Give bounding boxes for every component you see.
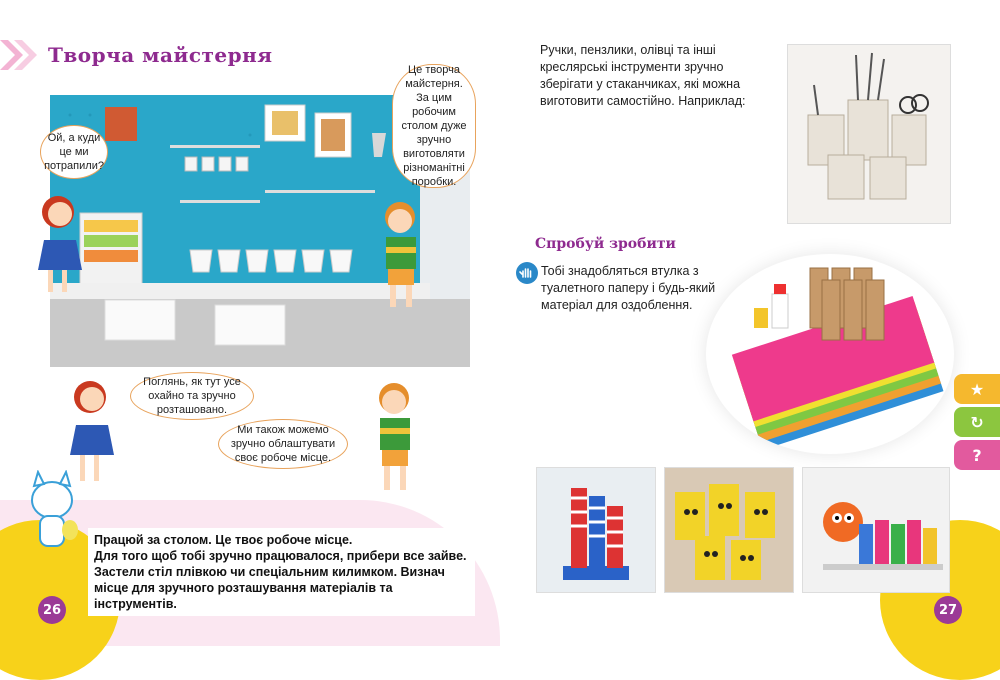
page-number-left: 26 <box>38 596 66 624</box>
example-photo-yellow-holders <box>664 467 794 593</box>
section-title: Спробуй зробити <box>535 236 676 252</box>
intro-paragraph <box>540 42 760 110</box>
example-photo-striped-holder <box>536 467 656 593</box>
page-number-right: 27 <box>934 596 962 624</box>
note-line: місце для зручного розташування матеріалів та інструментів. <box>94 581 393 611</box>
note-line: Працюй за столом. Це твоє робоче місце. <box>94 533 353 547</box>
side-tab-question-icon[interactable]: ? <box>954 440 1000 470</box>
instruction-note <box>88 528 475 616</box>
intro-line: зберігати у стаканчиках, які можна <box>540 77 741 91</box>
speech-bubble-girl-bottom: Поглянь, як тут усе охайно та зручно розташовано. <box>130 372 254 420</box>
speech-bubble-girl-top: Ой, а куди це ми потрапили? <box>40 125 108 179</box>
note-line: Для того щоб тобі зручно працювалося, прибери все зайве. <box>94 549 467 563</box>
intro-line: креслярські інструменти зручно <box>540 60 724 74</box>
pencil-holders-photo <box>787 44 951 224</box>
task-paragraph <box>541 263 741 314</box>
note-line: Застели стіл плівкою чи спеціальним килимком. Визнач <box>94 565 445 579</box>
intro-line: Ручки, пензлики, олівці та інші <box>540 43 716 57</box>
task-line: матеріал для оздоблення. <box>541 298 693 312</box>
cat-mascot-illustration <box>22 470 82 560</box>
speech-bubble-boy-top: Це творча майстерня. За цим робочим столом дуже зручно виготовляти різноманітні поробки. <box>392 64 476 188</box>
speech-bubble-boy-bottom: Ми також можемо зручно облаштувати своє робоче місце. <box>218 419 348 469</box>
girl-illustration-top <box>30 190 90 300</box>
hand-icon <box>516 262 538 284</box>
materials-photo <box>706 254 954 454</box>
chevron-decoration-icon <box>0 35 40 75</box>
example-photo-caterpillar-holder <box>802 467 950 593</box>
boy-illustration-bottom <box>362 378 432 498</box>
side-tab-star-icon[interactable]: ★ <box>954 374 1000 404</box>
page-title: Творча майстерня <box>48 43 273 67</box>
intro-line: виготовити самостійно. Наприклад: <box>540 94 746 108</box>
boy-illustration-top <box>368 195 438 315</box>
task-line: туалетного паперу і будь-який <box>541 281 716 295</box>
task-line: Тобі знадобляться втулка з <box>541 264 699 278</box>
side-tab-refresh-icon[interactable]: ↻ <box>954 407 1000 437</box>
